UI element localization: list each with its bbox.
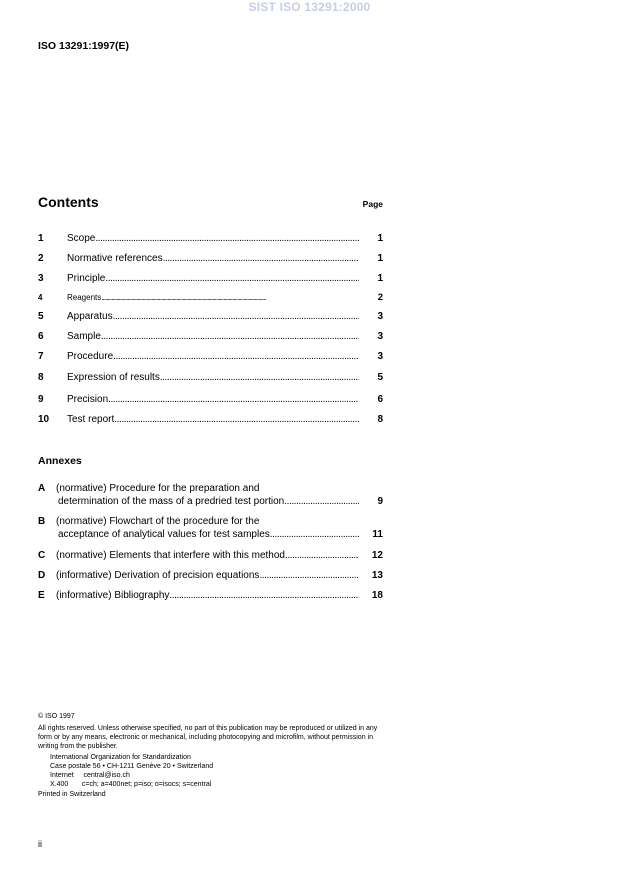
toc-page: 3 [377,311,383,322]
document-id: ISO 13291:1997(E) [38,40,130,52]
toc-label: Principle [67,273,106,284]
toc-label: Expression of results [67,372,160,383]
annex-page: 13 [371,570,383,581]
annex-label: (normative) Procedure for the preparation and [56,483,260,494]
toc-page: 6 [377,394,383,405]
toc-label: Scope [67,233,96,244]
org-address: Case postale 56 • CH-1211 Genève 20 • Switzerland [50,763,214,770]
annex-label: (normative) Elements that interfere with this method [56,550,285,561]
org-name: International Organization for Standardization [50,754,191,761]
toc-page: 5 [377,372,383,383]
toc-number: 10 [38,414,50,425]
annex-label: (informative) Derivation of precision equations [56,570,260,581]
annex-label: (informative) Bibliography [56,590,170,601]
annex-label-continued: determination of the mass of a predried test portion [58,496,285,507]
toc-page: 1 [377,273,383,284]
annex-page: 18 [371,590,383,601]
watermark: SIST ISO 13291:2000 [248,0,371,14]
toc-entry[interactable] [38,273,383,287]
dot-leader [270,529,359,540]
annex-entry[interactable] [38,516,383,542]
copyright-line: © ISO 1997 [38,713,75,720]
dot-leader [105,273,359,284]
annex-entry[interactable] [38,483,383,509]
toc-page: 3 [377,351,383,362]
toc-number: 2 [38,253,44,264]
dot-leader [113,351,359,362]
toc-entry[interactable] [38,233,383,247]
annex-letter: C [38,550,46,561]
toc-label: Normative references [67,253,163,264]
dot-leader [108,394,359,405]
rights-notice: All rights reserved. Unless otherwise specified, no part of this publication may be reproduced or utilized in any form or by any means, electronic or mechanical, including photocopying and microfilm, without permission in writing from the publisher. [38,725,378,750]
dot-leader [101,293,359,302]
toc-page: 3 [377,331,383,342]
toc-number: 9 [38,394,44,405]
annex-entry[interactable] [38,590,383,603]
toc-page: 8 [377,414,383,425]
toc-page: 1 [377,233,383,244]
contents-title: Contents [38,194,99,210]
toc-number: 3 [38,273,44,284]
dot-leader [114,414,359,425]
annexes-title: Annexes [38,455,82,467]
annex-letter: B [38,516,46,527]
annex-letter: D [38,570,46,581]
toc-number: 7 [38,351,44,362]
toc-label: Precision [67,394,109,405]
annex-letter: A [38,483,46,494]
dot-leader [259,570,359,581]
annex-entry[interactable] [38,550,383,563]
dot-leader [113,311,359,322]
annex-label-continued: acceptance of analytical values for test samples [58,529,270,540]
toc-entry[interactable] [38,394,383,408]
toc-number: 8 [38,372,44,383]
toc-page: 2 [377,292,383,303]
toc-page: 1 [377,253,383,264]
toc-number: 1 [38,233,44,244]
annex-label: (normative) Flowchart of the procedure for the [56,516,260,527]
dot-leader [284,496,359,507]
dot-leader [95,233,359,244]
page-column-header: Page [362,199,383,209]
annex-page: 12 [371,550,383,561]
copyright-block [38,712,388,799]
dot-leader [169,590,359,601]
page-number: ii [38,839,42,849]
toc-entry[interactable] [38,331,383,345]
toc-number: 5 [38,311,44,322]
toc-label: Sample [67,331,101,342]
annex-page: 9 [377,496,383,507]
printed-in: Printed in Switzerland [38,791,106,798]
toc-number: 4 [38,293,43,302]
dot-leader [101,331,359,342]
toc-number: 6 [38,331,44,342]
dot-leader [160,372,359,383]
toc-label: Procedure [67,351,114,362]
annex-entry[interactable] [38,570,383,583]
toc-entry[interactable] [38,292,383,306]
toc-label: Apparatus [67,311,113,322]
annex-letter: E [38,590,45,601]
toc-entry[interactable] [38,311,383,325]
toc-entry[interactable] [38,351,383,365]
dot-leader [163,253,359,264]
toc-entry[interactable] [38,253,383,267]
annex-page: 11 [372,529,383,540]
x400-address: X.400 c=ch; a=400net; p=iso; o=isocs; s=central [50,781,212,788]
dot-leader [285,550,359,561]
toc-entry[interactable] [38,372,383,386]
toc-entry[interactable] [38,414,383,428]
toc-label: Reagents [67,293,102,302]
toc-label: Test report [67,414,115,425]
internet-address: Internet central@iso.ch [50,772,130,779]
